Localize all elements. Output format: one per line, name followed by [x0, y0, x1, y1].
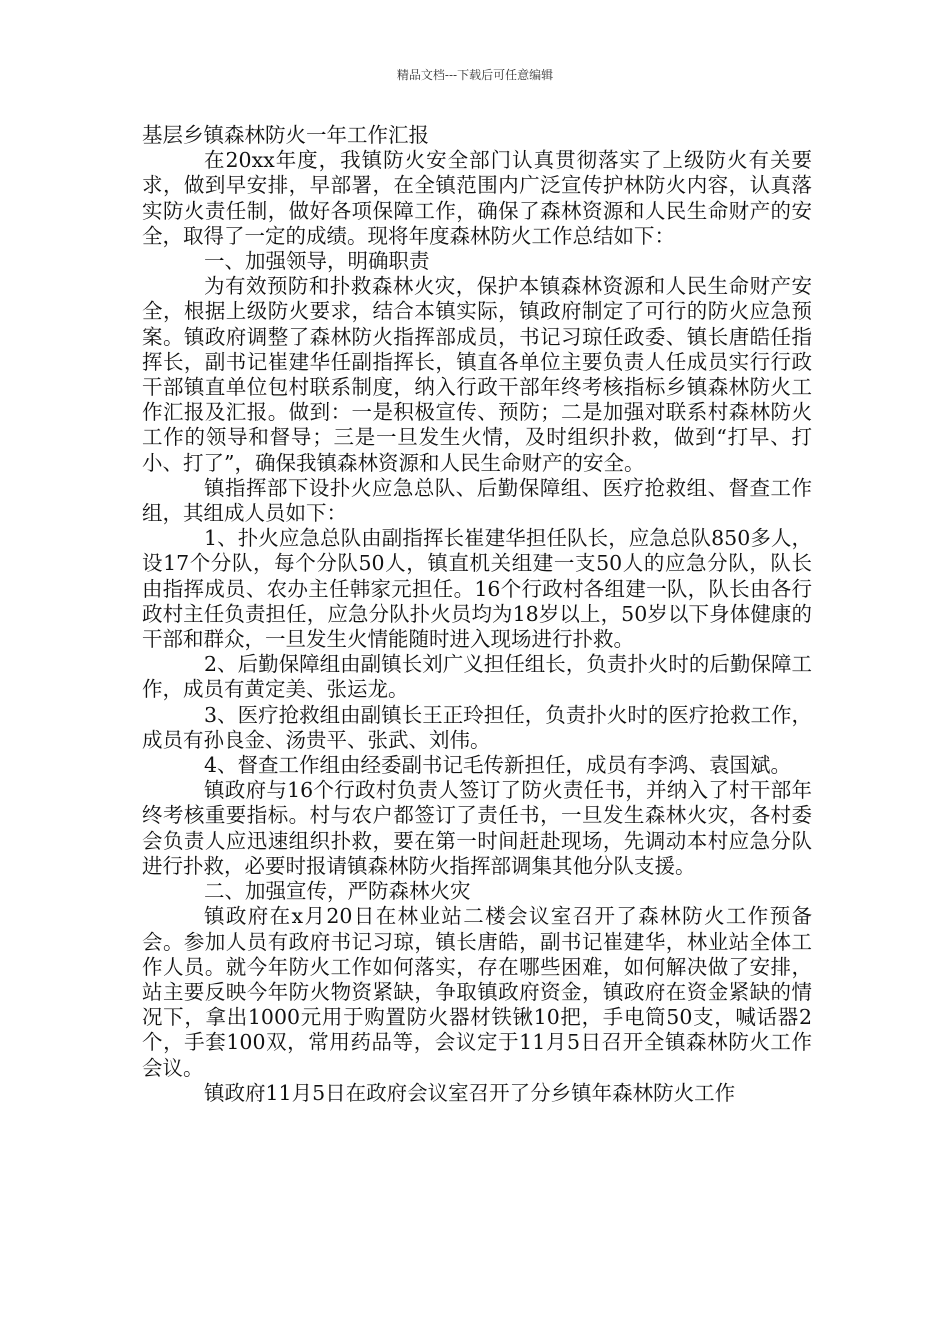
- list-item-1: 1、扑火应急总队由副指挥长崔建华担任队长，应急总队850多人，设17个分队，每个分队50人，镇直机关组建一支50人的应急分队，队长由指挥成员、农办主任韩家元担任。16个行政村各组建一队，队长由各行政村主任负责担任，应急分队扑火员均为18岁以上，50岁以下身体健康的干部和群众，一旦发生火情能随时进入现场进行扑救。: [142, 526, 812, 652]
- section2-paragraph-1: 镇政府在x月20日在林业站二楼会议室召开了森林防火工作预备会。参加人员有政府书记习琼，镇长唐皓，副书记崔建华，林业站全体工作人员。就今年防火工作如何落实，存在哪些困难，如何解决做了安排，站主要反映今年防火物资紧缺，争取镇政府资金，镇政府在资金紧缺的情况下，拿出1000元用于购置防火器材铁锹10把，手电筒50支，喊话器2个，手套100双，常用药品等，会议定于11月5日召开全镇森林防火工作会议。: [142, 904, 812, 1080]
- section-heading-2: 二、加强宣传，严防森林火灾: [204, 879, 471, 904]
- section1-paragraph-2: 镇指挥部下设扑火应急总队、后勤保障组、医疗抢救组、督查工作组，其组成人员如下：: [142, 475, 812, 526]
- section1-paragraph-1: 为有效预防和扑救森林火灾，保护本镇森林资源和人民生命财产安全，根据上级防火要求，结合本镇实际，镇政府制定了可行的防火应急预案。镇政府调整了森林防火指挥部成员，书记习琼任政委、镇长唐皓任指挥长，副书记崔建华任副指挥长，镇直各单位主要负责人任成员实行行政干部镇直单位包村联系制度，纳入行政干部年终考核指标乡镇森林防火工作汇报及汇报。做到：一是积极宣传、预防；二是加强对联系村森林防火工作的领导和督导；三是一旦发生火情，及时组织扑救，做到“打早、打小、打了”，确保我镇森林资源和人民生命财产的安全。: [142, 274, 812, 475]
- section2-paragraph-2: 镇政府11月5日在政府会议室召开了分乡镇年森林防火工作: [204, 1080, 736, 1105]
- document-body: [142, 123, 812, 1106]
- list-item-2: 2、后勤保障组由副镇长刘广义担任组长，负责扑火时的后勤保障工作，成员有黄定美、张运龙。: [142, 652, 812, 702]
- document-title: 基层乡镇森林防火一年工作汇报: [142, 123, 429, 147]
- section1-paragraph-3: 镇政府与16个行政村负责人签订了防火责任书，并纳入了村干部年终考核重要指标。村与农户都签订了责任书，一旦发生森林火灾，各村委会负责人应迅速组织扑救，要在第一时间赶赴现场，先调动本村应急分队进行扑救，必要时报请镇森林防火指挥部调集其他分队支援。: [142, 778, 812, 878]
- intro-paragraph: 在20xx年度，我镇防火安全部门认真贯彻落实了上级防火有关要求，做到早安排，早部署，在全镇范围内广泛宣传护林防火内容，认真落实防火责任制，做好各项保障工作，确保了森林资源和人民生命财产的安全，取得了一定的成绩。现将年度森林防火工作总结如下：: [142, 148, 812, 248]
- section-heading-1: 一、加强领导，明确职责: [204, 249, 430, 274]
- page-header: 精品文档---下载后可任意编辑: [396, 68, 554, 82]
- list-item-4: 4、督查工作组由经委副书记毛传新担任，成员有李鸿、袁国斌。: [204, 753, 792, 778]
- list-item-3: 3、医疗抢救组由副镇长王正玲担任，负责扑火时的医疗抢救工作，成员有孙良金、汤贵平、张武、刘伟。: [142, 702, 812, 752]
